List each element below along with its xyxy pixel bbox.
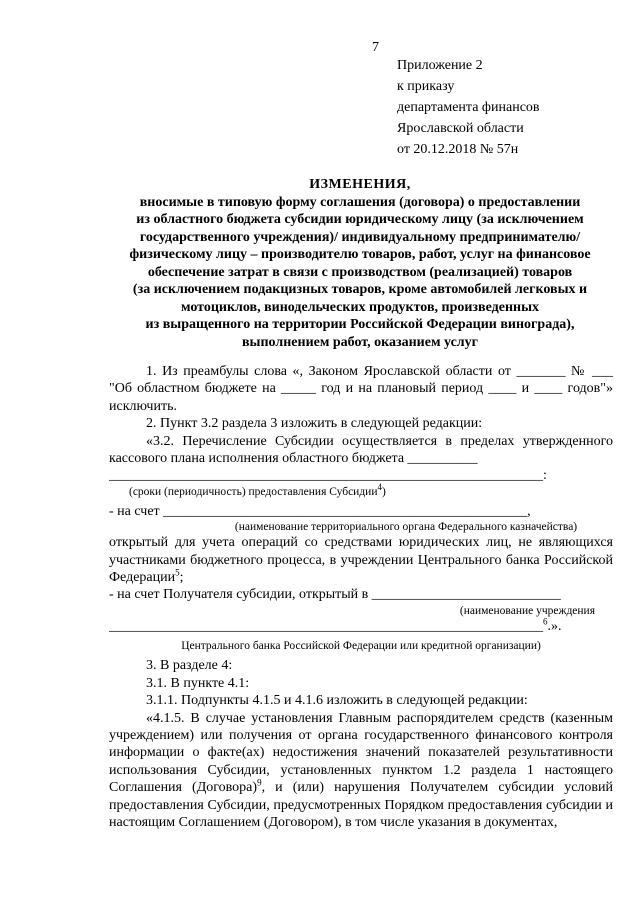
title-line: из областного бюджета субсидии юридическому лицу (за исключением (136, 212, 584, 227)
paragraph-recipient-account: - на счет Получателя субсидии, открытый в ___________________________ (109, 587, 561, 603)
blank-line-6 (109, 618, 613, 635)
paragraph-7: 3. В разделе 4: (146, 658, 233, 674)
title-line: государственного учреждения)/ индивидуальному предпринимателю/ (139, 229, 581, 245)
page-number: 7 (372, 40, 379, 55)
paragraph-10-text: «4.1.5. В случае установления Главным распорядителем средств (казенным учреждением) или получения от органа государственного финансового контроля информации о факте(ах) недостижения значений показателей результативности использования Субсидии, установленных пунктом 1.2 раздела 1 настоящего Соглашения (Договора) (109, 710, 613, 796)
appendix-line: Приложение 2 (397, 58, 483, 73)
document-title (100, 176, 620, 351)
appendix-line: от 20.12.2018 № 57н (397, 142, 519, 157)
paragraph-8: 3.1. В пункте 4.1: (146, 675, 250, 691)
title-line: (за исключением подакцизных товаров, кроме автомобилей легковых и (132, 282, 588, 297)
paragraph-10-cont: , и (или) нарушения Получателем субсидии условий предоставления Субсидии, предусмотренных Порядком предоставления субсидии и настоящим Соглашением (Договором), в том числе указания в документах, (109, 780, 614, 830)
line-end: .». (547, 618, 562, 634)
appendix-block (397, 55, 540, 160)
caption-treasury: (наименование территориального органа Федерального казначейства) (234, 521, 578, 534)
footnote-ref: 6 (543, 617, 548, 627)
footnote-ref: 9 (257, 777, 262, 788)
caption-bank: Центрального банка Российской Федерации или кредитной организации) (181, 640, 541, 653)
appendix-line: департамента финансов (397, 100, 540, 115)
appendix-line: Ярославской области (397, 121, 524, 136)
document-body (109, 363, 613, 831)
caption-end: ) (382, 485, 386, 498)
title-line: физическому лицу – производителю товаров, работ, услуг на финансовое (129, 247, 591, 262)
title-line: выполнением работ, оказанием услуг (242, 334, 478, 350)
title-line: обеспечение затрат в связи с производством (реализацией) товаров (147, 264, 573, 280)
paragraph-5-text: открытый для учета операций со средствами юридических лиц, не являющихся участниками бюджетного процесса, в учреждении Центрального банка Российской Федерации (109, 535, 613, 586)
footnote-ref: 4 (377, 482, 382, 493)
caption-payment-terms (109, 482, 613, 499)
paragraph-1: 1. Из преамбулы слова «, Законом Ярославской области от _______ № ___ "Об областном бюджете на _____ год и на плановый период ____ и ____ годов"» исключить. (109, 364, 613, 414)
footnote-ref: 5 (175, 567, 180, 578)
title-line: вносимые в типовую форму соглашения (договора) о предоставлении (139, 194, 581, 210)
caption-institution: (наименование учреждения (459, 604, 595, 617)
paragraph-2: 2. Пункт 3.2 раздела 3 изложить в следующей редакции: (146, 416, 483, 432)
paragraph-5-end: ; (179, 570, 184, 586)
title-line: мотоциклов, винодельческих продуктов, произведенных (180, 299, 540, 315)
blank-line-fill: ______________________________________________________________ (109, 618, 543, 634)
title-line: из выращенного на территории Российской Федерации винограда), (145, 317, 575, 332)
appendix-line: к приказу (397, 79, 455, 94)
blank-line: ______________________________________________________________: (109, 468, 547, 484)
paragraph-9: 3.1.1. Подпункты 4.1.5 и 4.1.6 изложить в следующей редакции: (146, 693, 528, 709)
caption-text: (сроки (периодичность) предоставления Субсидии (129, 485, 378, 498)
paragraph-10 (109, 710, 613, 832)
title-heading: ИЗМЕНЕНИЯ, (309, 177, 411, 192)
paragraph-3: «3.2. Перечисление Субсидии осуществляется в пределах утвержденного кассового плана исполнения областного бюджета __________ (109, 433, 613, 467)
paragraph-account: - на счет ____________________________________________________, (109, 503, 531, 519)
paragraph-5 (109, 534, 613, 586)
